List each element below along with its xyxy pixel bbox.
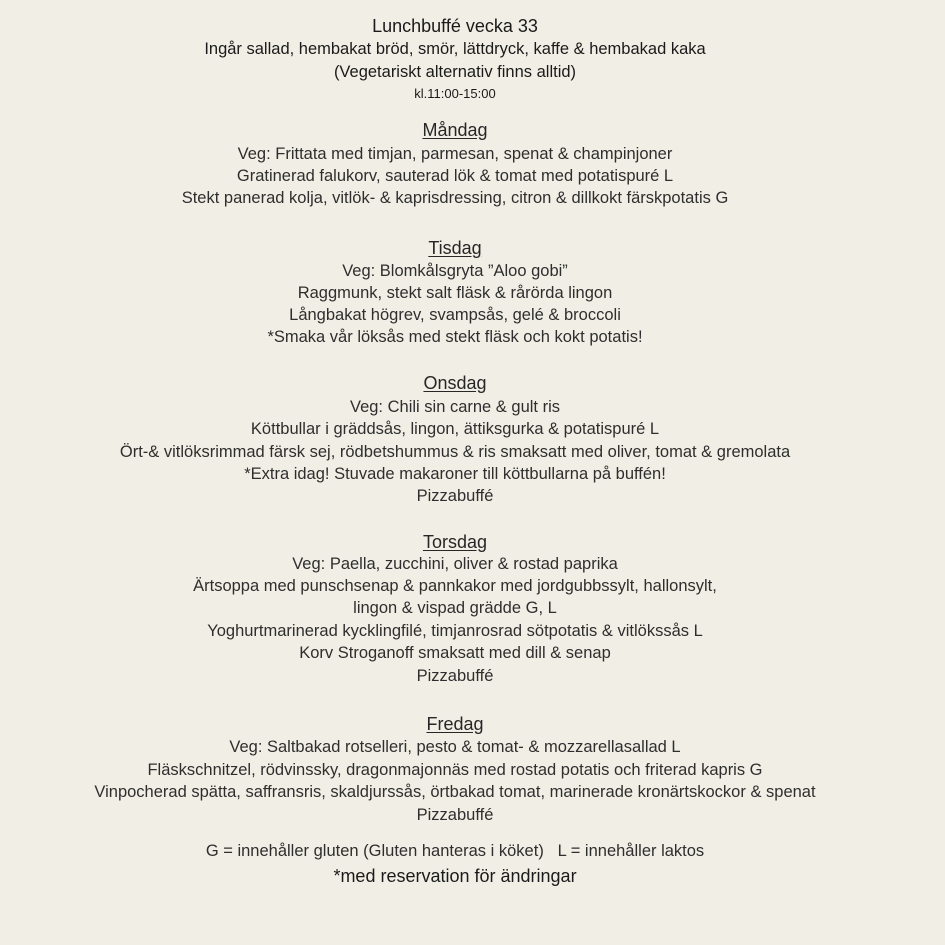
- dish-line: Vinpocherad spätta, saffransris, skaldjurssås, örtbakad tomat, marinerade kronärtskockor & spenat: [94, 783, 816, 801]
- dish-line: Fläskschnitzel, rödvinssky, dragonmajonnäs med rostad potatis och friterad kapris G: [147, 761, 763, 779]
- dish-line: Långbakat högrev, svampsås, gelé & broccoli: [289, 306, 621, 324]
- day-heading-mandag: Måndag: [422, 120, 488, 140]
- dish-line: Yoghurtmarinerad kycklingfilé, timjanrosrad sötpotatis & vitlökssås L: [207, 622, 703, 640]
- dish-line: Veg: Paella, zucchini, oliver & rostad paprika: [292, 555, 618, 573]
- allergen-legend: G = innehåller gluten (Gluten hanteras i köket) L = innehåller laktos: [205, 842, 705, 860]
- dish-line: Veg: Blomkålsgryta ”Aloo gobi”: [342, 262, 568, 280]
- dish-line: Gratinerad falukorv, sauterad lök & tomat med potatispuré L: [236, 167, 674, 185]
- dish-line: lingon & vispad grädde G, L: [353, 599, 557, 617]
- dish-line: Pizzabuffé: [416, 487, 494, 505]
- dish-line: *Smaka vår löksås med stekt fläsk och kokt potatis!: [267, 328, 643, 346]
- day-heading-torsdag: Torsdag: [422, 532, 488, 552]
- included-items: Ingår sallad, hembakat bröd, smör, lättdryck, kaffe & hembakad kaka: [204, 40, 706, 58]
- dish-line: Köttbullar i gräddsås, lingon, ättiksgurka & potatispuré L: [250, 420, 660, 438]
- dish-line: *Extra idag! Stuvade makaroner till köttbullarna på buffén!: [244, 465, 666, 483]
- dish-line: Pizzabuffé: [416, 667, 494, 685]
- menu-title: Lunchbuffé vecka 33: [372, 16, 538, 36]
- opening-hours: kl.11:00-15:00: [414, 86, 496, 101]
- dish-line: Raggmunk, stekt salt fläsk & rårörda lingon: [297, 284, 613, 302]
- dish-line: Ört-& vitlöksrimmad färsk sej, rödbetshummus & ris smaksatt med oliver, tomat & gremolata: [119, 443, 791, 461]
- dish-line: Veg: Chili sin carne & gult ris: [349, 398, 560, 416]
- reservation-note: *med reservation för ändringar: [333, 866, 577, 886]
- dish-line: Ärtsoppa med punschsenap & pannkakor med jordgubbssylt, hallonsylt,: [193, 577, 717, 595]
- dish-line: Korv Stroganoff smaksatt med dill & senap: [299, 644, 611, 662]
- day-heading-fredag: Fredag: [426, 714, 484, 734]
- day-heading-tisdag: Tisdag: [428, 238, 482, 258]
- dish-line: Stekt panerad kolja, vitlök- & kaprisdressing, citron & dillkokt färskpotatis G: [181, 189, 729, 207]
- dish-line: Pizzabuffé: [416, 806, 494, 824]
- day-heading-onsdag: Onsdag: [423, 373, 487, 393]
- vegetarian-note: (Vegetariskt alternativ finns alltid): [333, 63, 577, 81]
- dish-line: Veg: Frittata med timjan, parmesan, spenat & champinjoner: [237, 145, 673, 163]
- dish-line: Veg: Saltbakad rotselleri, pesto & tomat- & mozzarellasallad L: [229, 738, 681, 756]
